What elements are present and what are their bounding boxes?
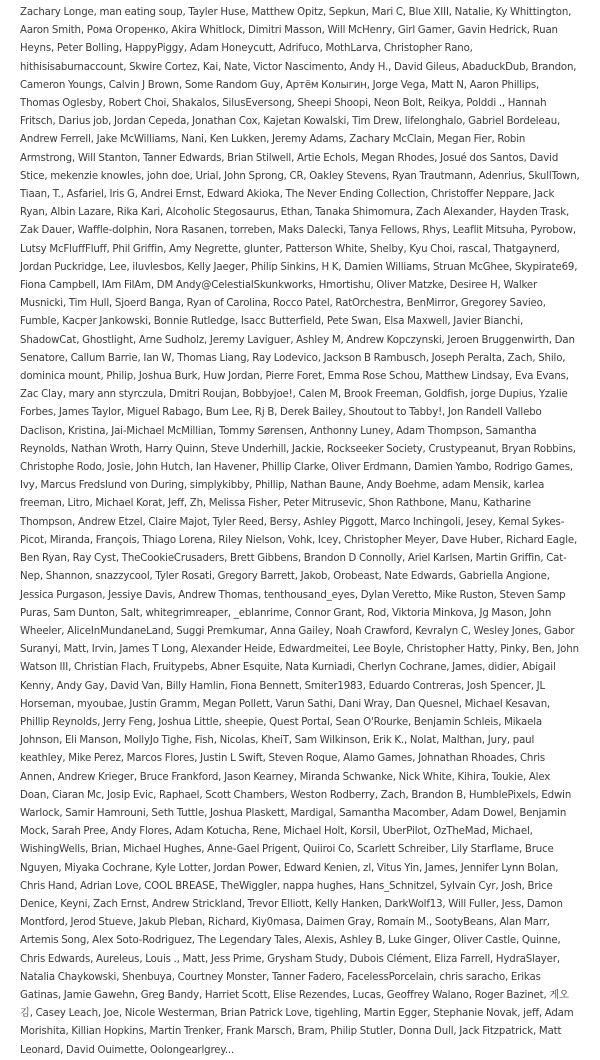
supporter-credits-text: Zachary Longe, man eating soup, Tayler Huse, Matthew Opitz, Sepkun, Mari C, Blue XIII, Natalie, Ky Whittington, Aaron Smith, Рома Огоренко, Akira Whitlock, Dimitri Masson, Will McHenry, Girl Gamer, Gavin Hedrick, Ruan Heyns, Peter Bolling, HappyPiggy, Adam Honeycutt, Adrifuco, MothLarva, Christopher Rano, hithisisaburnaccount, Skwire Cortez, Kai, Nate, Victor Nascimento, Andy H., David Gileus, AbaduckDub, Brandon, Cameron Youngs, Calvin J Brown, Some Random Guy, Артём Колыгин, Jorge Vega, Matt N, Aaron Phillips, Thomas Oglesby, Robert Choi, Shakalos, SilusEversong, Sheepi Shoopi, Neon Bolt, Reikya, Polddi ., Hannah Fritsch, Darius job, Jordan Cepeda, Jonathan Cox, Kajetan Kowalski, Tim Drew, lifelonghalo, Gabriel Bordeleau, Andrew Ferrell, Jake McWilliams, Nani, Ken Lukken, Jeremy Adams, Zachary McClain, Megan Fier, Robin Armstrong, Will Stanton, Tanner Edwards, Brian Stilwell, Artie Echols, Megan Rhodes, Josué dos Santos, David Stice, mekenzie knowles, john doe, Urial, John Sprong, CR, Oakley Stevens, Ryan Trautmann, Adenrius, SkullTown, Tiaan, T., Asfariel, Iris G, Andrei Ernst, Edward Akioka, The Never Ending Collection, Christoffer Neppare, Jack Ryan, Albin Lazare, Rika Kari, Alcoholic Stegosaurus, Ethan, Tanaka Shimomura, Zach Alexander, Hayden Trask, Zak Dauer, Waffle-dolphin, Nora Rasanen, torreben, Maks Dalecki, Tanya Fellows, Rhys, Leaflit Mitsuha, Pyrobow, Lutsy McFluffFluff, Phil Griffin, Amy Negrette, glunter, Patterson White, Shelby, Kyu Choi, rascal, Thatgaynerd, Jordan Puckridge, Lee, iluvlesbos, Kelly Jaeger, Philip Sinkins, H K, Damien Williams, Struan McGhee, Skypirate69, Fiona Campbell, IAm FilAm, DM Andy@CelestialSkunkworks, Hmortishu, Oliver Matzke, Desiree H, Walker Musnicki, Tim Hull, Sjoerd Banga, Ryan of Carolina, Rocco Patel, RatOrchestra, BenMirror, Gregorey Savieo, Fumble, Kacper Jankowski, Bonnie Rutledge, Isacc Butterfield, Pete Swan, Elsa Maxwell, Javier Bianchi, ShadowCat, Ghostlight, Arne Sudholz, Jeremy Laviguer, Ashley M, Andrew Kopczynski, Jeroen Bruggenwirth, Dan Senatore, Callum Barrie, Ian W, Thomas Liang, Ray Lodevico, Jackson B Rambusch, Joseph Peralta, Zach, Shilo, dominica mount, Philip, Joshua Burk, Huw Jordan, Pierre Foret, Emma Rose Schou, Matthew Lindsay, Eva Evans, Zac Clay, mary ann styrczula, Dmitri Roujan, Bobbyjoe!, Calen M, Brook Freeman, Goldfish, jorge Dupius, Yzalie Forbes, James Taylor, Miguel Rabago, Bum Lee, Rj B, Derek Bailey, Shoutout to Tabby!, Jon Randell Vallebo Daclison, Kristina, Jai-Michael McMillian, Tommy Sørensen, Anthonny Luney, Adam Thompson, Samantha Reynolds, Nathan Wroth, Harry Quinn, Steve Underhill, Jackie, Rockseeker Society, Crustypeanut, Bryan Robbins, Christophe Rodo, Josie, John Hutch, Ian Havener, Phillip Clarke, Oliver Erdmann, Damien Yambo, Rodrigo Games, Ivy, Marcus Fredslund von During, simplykibby, Phillip, Nathan Baune, Andy Boehme, adam Mensik, karlea freeman, Litro, Michael Korat, Jeff, Zh, Melissa Fisher, Peter Mitrusevic, Shon Rathbone, Manu, Katharine Thompson, Andrew Etzel, Claire Majot, Tyler Reed, Bersy, Ashley Piggott, Marco Inchingoli, Jesey, Kemal Sykes-Picot, Miranda, François, Thiago Lorena, Riley Nielson, Vohk, Icey, Christopher Meyer, Dave Huber, Richard Eagle, Ben Ryan, Ray Cyst, TheCookieCrusaders, Brett Gibbens, Brandon D Connolly, Ariel Karlsen, Martin Griffin, Cat-Nep, Shannon, snazzycool, Tyler Rosati, Gregory Barrett, Jakob, Orobeast, Nate Edwards, Gabriella Angione, Jessica Purgason, Jessiye Davis, Andrew Thomas, tenthousand_eyes, Dylan Veretto, Mike Ruston, Steven Samp Puras, Sam Dunton, Salt, whitegrimreaper, _eblanrime, Connor Grant, Rod, Viktoria Minkova, Jg Mason, John Wheeler, AliceInMundaneLand, Suggi Premkumar, Anna Gailey, Noah Crawford, Kevralyn C, Wesley Jones, Gabor Suranyi, Matt, Irvin, James T Long, Alexander Heide, Edwardmeitei, Lee Boyle, Christopher Hatty, Pinky, Ben, John Watson III, Christian Flach, Fruitypebs, Abner Esquite, Nata Kurniadi, Cherlyn Cochrane, James, didier, Abigail Kenny, Andy Gay, David Van, Billy Hamlin, Fiona Bennett, Smiter1983, Eduardo Contreras, Josh Spencer, JL Horseman, myoubae, Justin Gramm, Megan Pollett, Varun Sathi, Dani Wray, Dan Quesnel, Michael Kesavan, Phillip Reynolds, Jerry Feng, Joshua Little, sheepie, Quest Portal, Sean O'Rourke, Benjamin Schleis, Mikaela Johnson, Eli Manson, MollyJo Tighe, Fish, Nicolas, KheiT, Sam Wilkinson, Erik K., Nolat, Malthan, Jury, paul keathley, Mike Perez, Marcos Flores, Justin L Swift, Steven Roque, Alamo Games, Johnathan Rhoades, Chris Annen, Andrew Krieger, Bruce Frankford, Jason Kearney, Miranda Schwanke, Nick White, Kihira, Toukie, Alex Doan, Ciaran Mc, Josip Evic, Raphael, Scott Chambers, Weston Rodberry, Zach, Brandon B, HumblePixels, Edwin Warlock, Samir Hamrouni, Seth Tuttle, Joshua Plaskett, Mardigal, Samantha Macomber, Adam Dowel, Benjamin Mock, Sarah Pree, Andy Flores, Adam Kotucha, Rene, Michael Holt, Korsil, UberPilot, OzTheMad, Michael, WishingWells, Brian, Michael Hughes, Anne-Gael Prigent, Quiiroi Co, Scarlett Schreiber, Lily Starflame, Bruce Nguyen, Miyaka Cochrane, Kyle Lotter, Jordan Power, Edward Kenien, zl, Vitus Yin, James, Jennifer Lynn Bolan, Chris Hand, Adrian Love, COOL BREASE, TheWiggler, nappa hughes, Hans_Schnitzel, Sylvain Cyr, Josh, Brice Denice, Keyni, Zach Ernst, Andrew Strickland, Trevor Elliott, Kelly Hanken, DarkWolf13, Will Fuller, Jess, Damon Montford, Jerod Stueve, Jakub Pleban, Richard, Kiy0masa, Daimen Gray, Romain M., SootyBeans, Alan Marr, Artemis Song, Alex Soto-Rodriguez, The Legendary Tales, Alexis, Ashley B, Luke Ginger, Oliver Castle, Quinne, Chris Edwards, Aureleus, Louis ., Matt, Jess Prime, Grysham Study, Dubois Clément, Eliza Farrell, HydraSlayer, Natalia Chaykowski, Shenbuya, Courtney Monster, Tanner Fadero, FacelessPorcelain, chris saracho, Erikas Gatinas, Jamie Gawehn, Greg Bandy, Harriet Scott, Elise Rezendes, Lucas, Geoffrey Walano, Roger Bazinet, 게오 김, Casey Leach, Joe, Nicole Westerman, Brian Patrick Love, tigehling, Martin Egger, Stephanie Novak, jeff, Adam Morishita, Killian Hopkins, Martin Trenker, Frank Marsch, Bram, Philip Stutler, Donna Dull, Jack Fitzpatrick, Matt Leonard, David Ouimette, Oolongearlgrey... (20, 7, 580, 1056)
